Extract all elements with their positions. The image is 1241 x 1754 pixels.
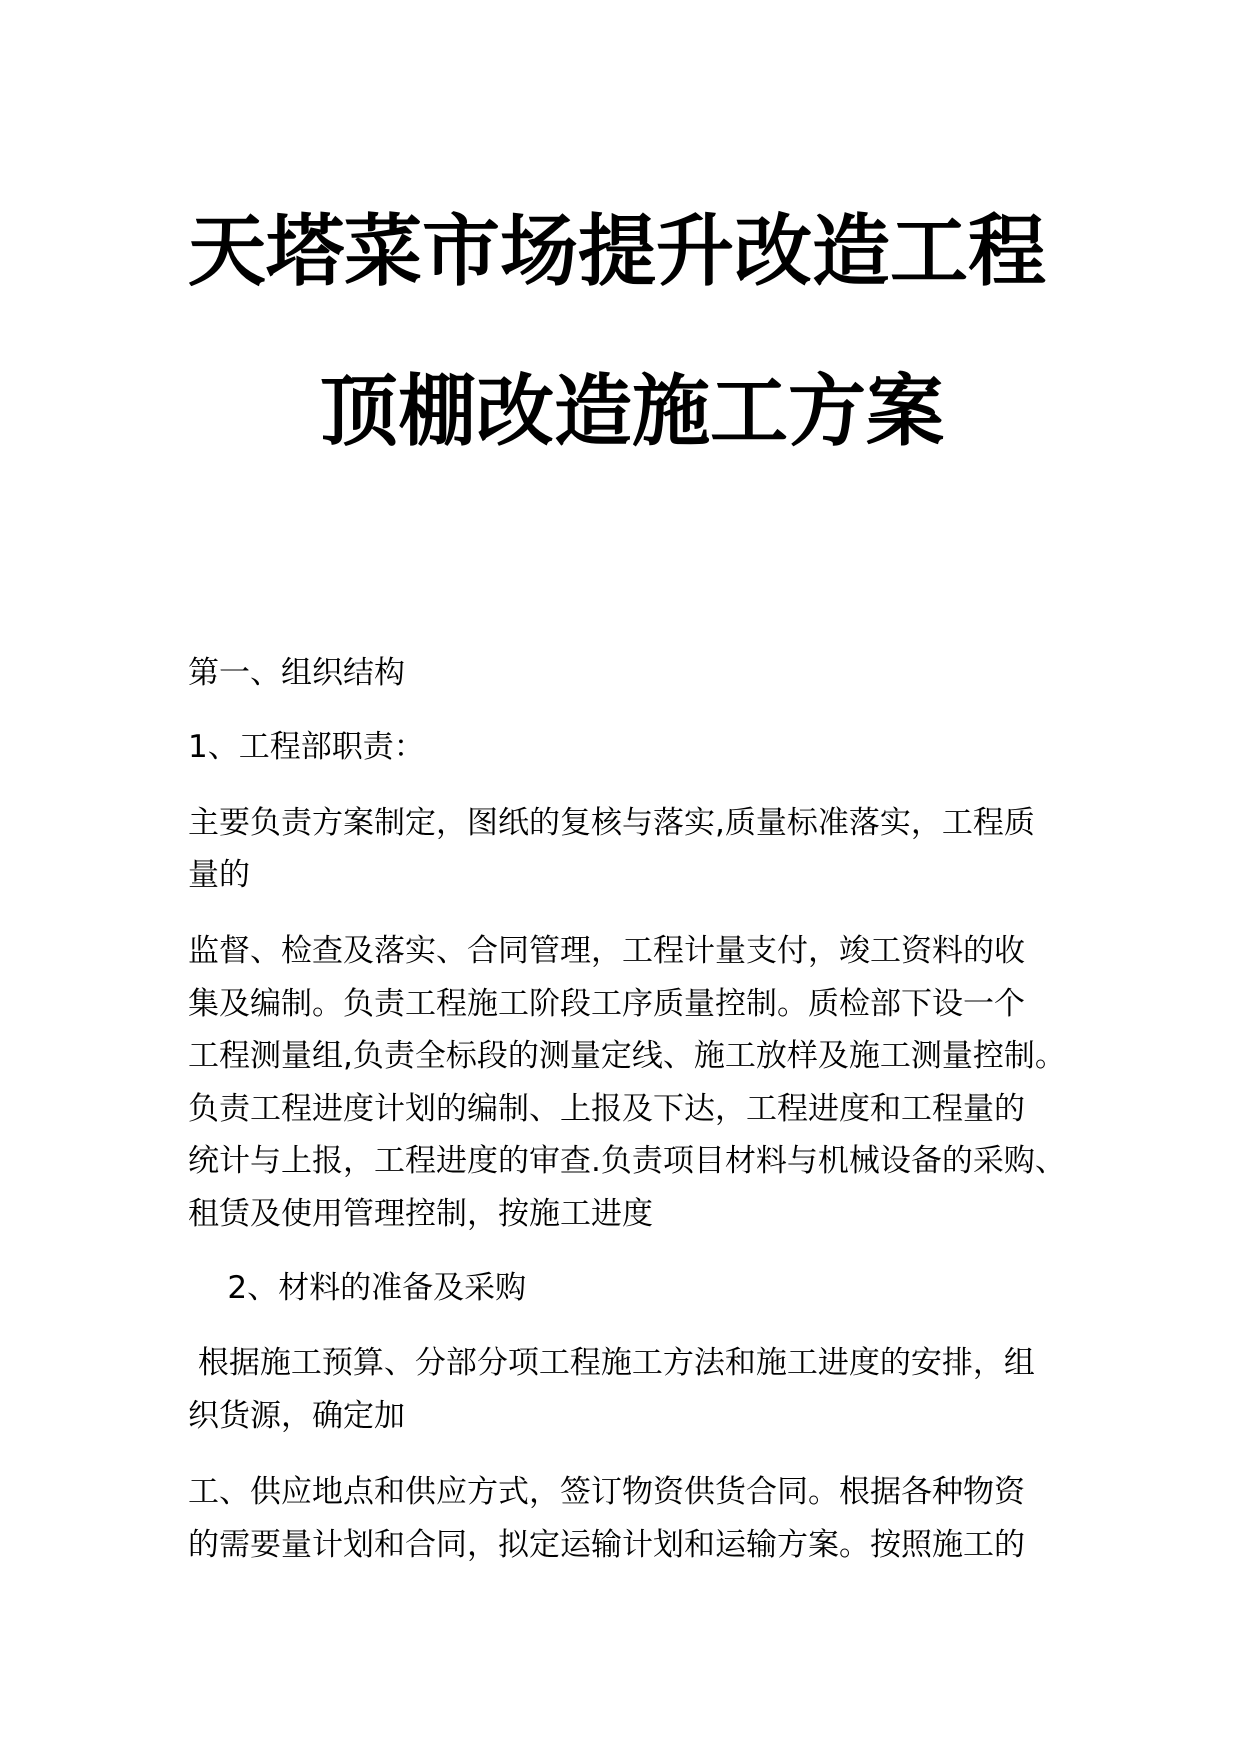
body-line: 的需要量计划和合同，拟定运输计划和运输方案。按照施工的 [188, 1527, 1025, 1563]
document-title-line-1: 天塔菜市场提升改造工程 [188, 207, 1047, 297]
body-line: 负责工程进度计划的编制、上报及下达，工程进度和工程量的 [188, 1091, 1025, 1127]
body-line: 量的 [188, 857, 250, 893]
body-line: 工程测量组,负责全标段的测量定线、施工放样及施工测量控制。 [188, 1038, 1066, 1074]
body-line: 根据施工预算、分部分项工程施工方法和施工进度的安排，组 [188, 1345, 1035, 1381]
subsection-heading-engineering-duties: 1、工程部职责： [188, 729, 425, 765]
body-line: 租赁及使用管理控制，按施工进度 [188, 1196, 653, 1232]
body-line: 工、供应地点和供应方式，签订物资供货合同。根据各种物资 [188, 1474, 1025, 1510]
body-line: 集及编制。负责工程施工阶段工序质量控制。质检部下设一个 [188, 986, 1025, 1022]
section-heading-organization: 第一、组织结构 [188, 655, 405, 691]
body-line: 主要负责方案制定，图纸的复核与落实,质量标准落实，工程质 [188, 805, 1035, 841]
body-line: 监督、检查及落实、合同管理，工程计量支付，竣工资料的收 [188, 933, 1025, 969]
body-line: 织货源，确定加 [188, 1398, 405, 1434]
document-title-line-2: 顶棚改造施工方案 [320, 367, 945, 457]
body-line: 统计与上报，工程进度的审查.负责项目材料与机械设备的采购、 [188, 1143, 1066, 1179]
subsection-heading-materials: 2、材料的准备及采购 [188, 1270, 527, 1306]
